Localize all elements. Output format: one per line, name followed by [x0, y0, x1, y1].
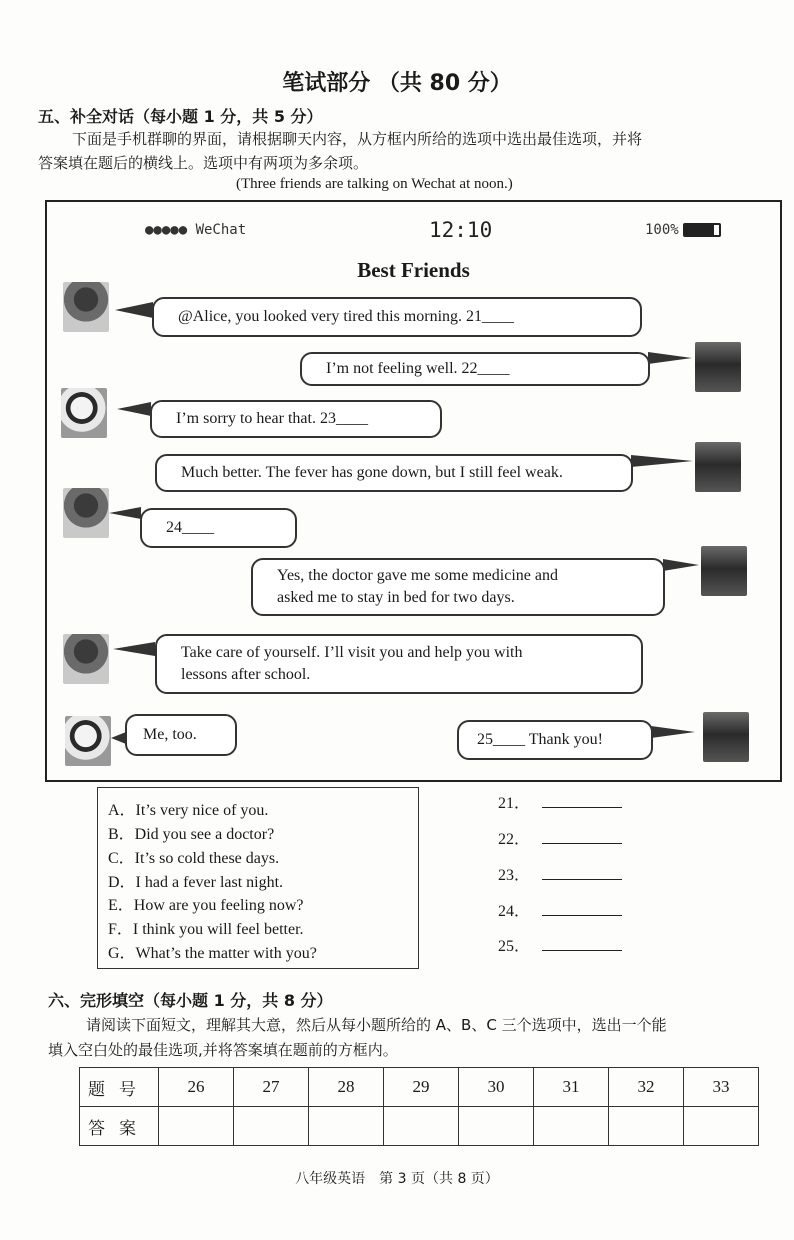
bubble-tail-7 [113, 642, 155, 656]
answer-number-22: 22． [498, 831, 531, 848]
answer-cell-32[interactable] [609, 1107, 684, 1146]
message-text-4: Much better. The fever has gone down, but I still feel weak. [181, 464, 563, 481]
answer-blank-22[interactable] [542, 829, 622, 844]
avatar-friend-1 [63, 282, 109, 332]
question-number-29: 29 [384, 1068, 459, 1107]
option-g: G．What’s the matter with you? [108, 945, 317, 962]
answer-cell-27[interactable] [234, 1107, 309, 1146]
question-number-26: 26 [159, 1068, 234, 1107]
question-number-27: 27 [234, 1068, 309, 1107]
option-c: C．It’s so cold these days. [108, 850, 280, 867]
message-text-5: 24____ [166, 519, 214, 536]
answer-line-23[interactable] [498, 862, 622, 885]
bubble-tail-8 [111, 732, 126, 744]
answer-blank-21[interactable] [542, 793, 622, 808]
clock-time: 12:10 [429, 218, 493, 242]
battery-percent: 100% [645, 222, 679, 238]
answer-blank-23[interactable] [542, 865, 622, 880]
answer-number-24: 24． [498, 903, 531, 920]
message-text-2: I’m not feeling well. 22____ [326, 360, 510, 377]
section6-instruction-line2: 填入空白处的最佳选项,并将答案填在题前的方框内。 [48, 1041, 398, 1059]
answer-line-21[interactable] [498, 790, 622, 813]
chat-bubble-5 [140, 508, 297, 548]
bubble-tail-2 [648, 352, 692, 364]
avatar-friend-2 [65, 716, 111, 766]
wechat-screen [45, 200, 782, 782]
message-text-7-line2: lessons after school. [181, 666, 311, 683]
message-text-8: Me, too. [143, 726, 197, 743]
answer-cell-31[interactable] [534, 1107, 609, 1146]
message-text-3: I’m sorry to hear that. 23____ [176, 410, 368, 427]
section6-instruction-line1: 请阅读下面短文，理解其大意，然后从每小题所给的 A、B、C 三个选项中，选出一个能 [86, 1016, 667, 1034]
row-label-answer: 答案 [80, 1107, 159, 1146]
avatar-friend-alice [701, 546, 747, 596]
avatar-friend-alice [695, 342, 741, 392]
question-number-33: 33 [684, 1068, 759, 1107]
section5-instruction-line2: 答案填在题后的横线上。选项中有两项为多余项。 [38, 154, 369, 172]
answer-number-25: 25． [498, 938, 531, 955]
battery-icon [683, 223, 721, 237]
answer-cell-26[interactable] [159, 1107, 234, 1146]
question-number-30: 30 [459, 1068, 534, 1107]
table-row-answers [80, 1107, 759, 1146]
page-footer: 八年级英语 第 3 页（共 8 页） [295, 1171, 499, 1187]
message-text-7-line1: Take care of yourself. I’ll visit you and help you with [181, 644, 523, 661]
answer-number-23: 23． [498, 867, 531, 884]
option-a: A．It’s very nice of you. [108, 802, 269, 819]
row-label-question-number: 题号 [80, 1068, 159, 1107]
option-f: F．I think you will feel better. [108, 921, 304, 938]
bubble-tail-3 [117, 402, 151, 416]
option-b: B．Did you see a doctor? [108, 826, 275, 843]
chat-bubble-8 [125, 714, 237, 756]
chat-bubble-4 [155, 454, 633, 492]
dialogue-context: (Three friends are talking on Wechat at noon.) [236, 176, 513, 192]
options-box [97, 787, 419, 969]
chat-bubble-1 [152, 297, 642, 337]
section5-heading: 五、补全对话（每小题 1 分，共 5 分） [38, 107, 323, 126]
answer-line-22[interactable] [498, 826, 622, 849]
answer-blank-24[interactable] [542, 901, 622, 916]
bubble-tail-5 [109, 507, 141, 519]
answer-cell-28[interactable] [309, 1107, 384, 1146]
table-row-numbers [80, 1068, 759, 1107]
avatar-friend-1 [63, 488, 109, 538]
chat-bubble-6 [251, 558, 665, 616]
carrier-status: ●●●●● WeChat [145, 222, 247, 238]
answer-blank-25[interactable] [542, 936, 622, 951]
question-number-32: 32 [609, 1068, 684, 1107]
message-text-6-line2: asked me to stay in bed for two days. [277, 589, 515, 606]
bubble-tail-4 [631, 455, 693, 467]
option-d: D．I had a fever last night. [108, 874, 284, 891]
answer-number-21: 21． [498, 795, 531, 812]
avatar-friend-alice [703, 712, 749, 762]
message-text-9: 25____ Thank you! [477, 731, 603, 748]
page-title: 笔试部分 （共 80 分） [282, 71, 512, 96]
avatar-friend-2 [61, 388, 107, 438]
bubble-tail-1 [115, 302, 153, 318]
question-number-28: 28 [309, 1068, 384, 1107]
answer-cell-33[interactable] [684, 1107, 759, 1146]
answer-cell-29[interactable] [384, 1107, 459, 1146]
battery-status [645, 222, 721, 238]
option-e: E．How are you feeling now? [108, 897, 304, 914]
answer-table [79, 1067, 759, 1146]
chat-bubble-9 [457, 720, 653, 760]
message-text-1: @Alice, you looked very tired this morning. 21____ [178, 308, 515, 325]
question-number-31: 31 [534, 1068, 609, 1107]
bubble-tail-9 [651, 726, 695, 738]
answer-line-25[interactable] [498, 933, 622, 956]
section5-instruction-line1: 下面是手机群聊的界面，请根据聊天内容，从方框内所给的选项中选出最佳选项，并将 [72, 130, 643, 148]
section6-heading: 六、完形填空（每小题 1 分，共 8 分） [48, 991, 333, 1010]
avatar-friend-alice [695, 442, 741, 492]
chat-bubble-2 [300, 352, 650, 386]
message-text-6-line1: Yes, the doctor gave me some medicine and [277, 567, 558, 584]
avatar-friend-1 [63, 634, 109, 684]
answer-line-24[interactable] [498, 898, 622, 921]
answer-cell-30[interactable] [459, 1107, 534, 1146]
bubble-tail-6 [663, 559, 699, 571]
chat-title: Best Friends [357, 258, 470, 282]
chat-bubble-7 [155, 634, 643, 694]
chat-bubble-3 [150, 400, 442, 438]
